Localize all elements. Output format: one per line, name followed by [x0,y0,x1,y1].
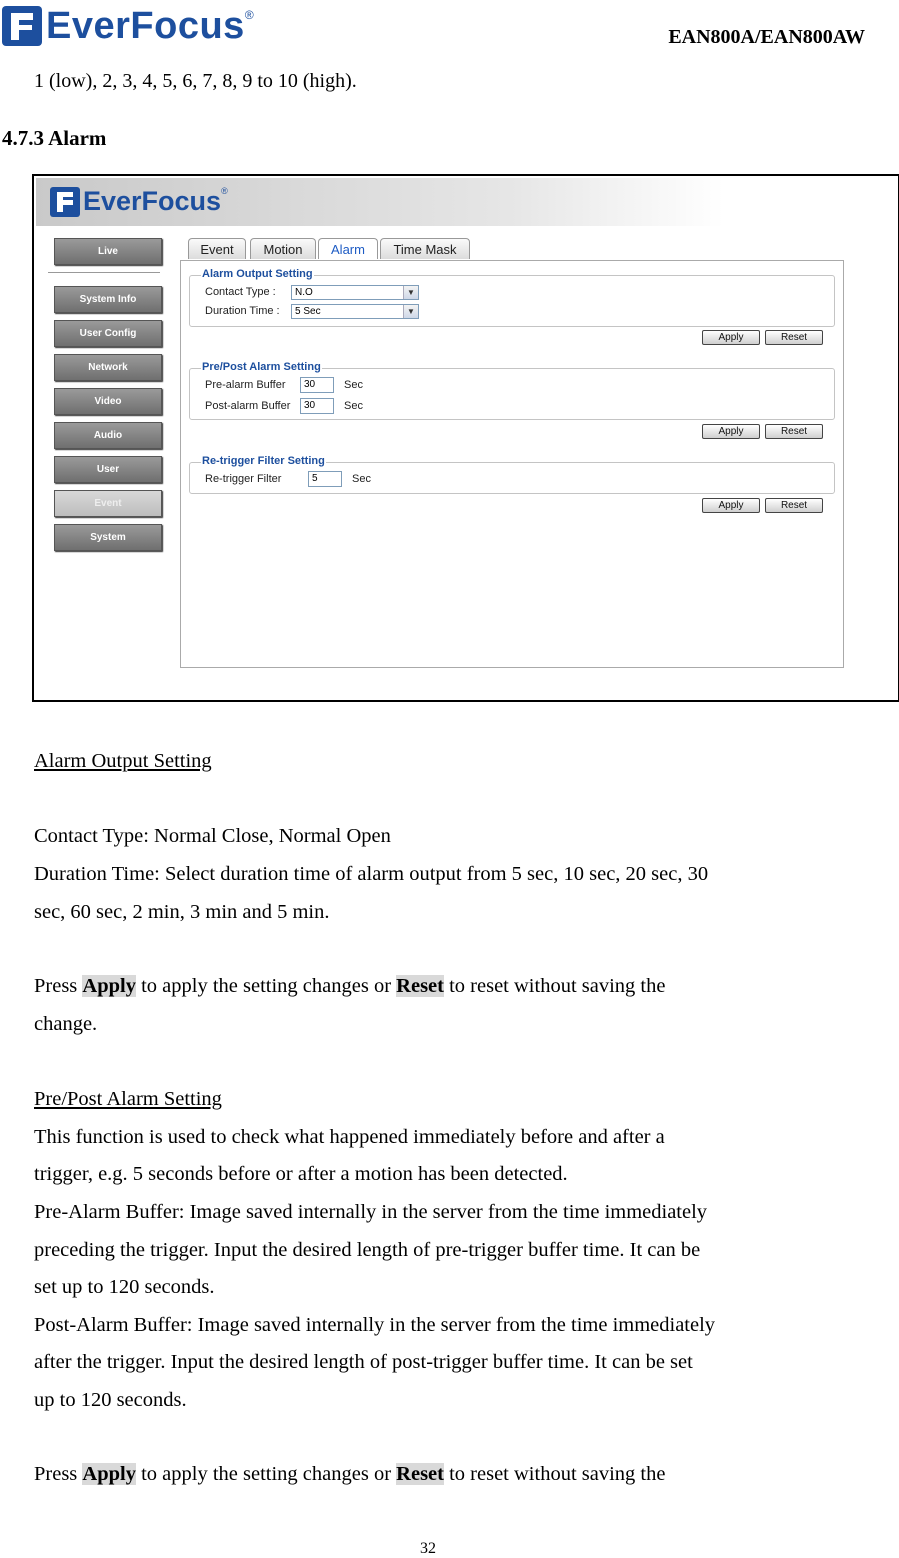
screenshot-registered-mark: ® [221,186,228,196]
prepost-para-line-6: Post-Alarm Buffer: Image saved internally in the server from the time immediately [34,1314,716,1336]
retrigger-unit: Sec [352,473,371,485]
press-apply-reset-line-2 [34,1455,665,1493]
section-heading: 4.7.3 Alarm [2,126,107,150]
everfocus-logo-icon [50,187,80,217]
nav-user-config-button[interactable]: User Config [54,320,162,347]
retrigger-apply-button[interactable]: Apply [702,498,760,513]
press-word: Press [34,1463,78,1485]
pre-post-apply-button[interactable]: Apply [702,424,760,439]
registered-mark: ® [244,8,254,22]
prepost-para-line-7: after the trigger. Input the desired length of post-trigger buffer time. It can be set [34,1351,693,1373]
tail-text: to reset without saving the [449,1463,666,1485]
contact-type-line: Contact Type: Normal Close, Normal Open [34,825,391,847]
nav-user-button[interactable]: User [54,456,162,483]
prepost-para-line-1: This function is used to check what happened immediately before and after a [34,1126,665,1148]
tab-motion[interactable]: Motion [250,238,316,259]
alarm-output-fieldset [189,268,835,327]
duration-time-select[interactable] [291,304,419,319]
contact-type-value: N.O [295,287,313,298]
page-number: 32 [420,1540,436,1557]
scale-text-line: 1 (low), 2, 3, 4, 5, 6, 7, 8, 9 to 10 (high). [34,70,357,92]
retrigger-reset-button[interactable]: Reset [765,498,823,513]
nav-network-button[interactable]: Network [54,354,162,381]
logo-text: EverFocus [46,4,245,47]
press-apply-reset-line-1 [34,967,665,1005]
alarm-output-legend: Alarm Output Setting [202,268,313,280]
post-alarm-buffer-input[interactable]: 30 [300,398,334,414]
pre-post-alarm-fieldset [189,361,835,420]
tab-alarm[interactable]: Alarm [318,238,378,259]
nav-system-info-button[interactable]: System Info [54,286,162,313]
duration-time-label: Duration Time : [205,305,280,317]
nav-event-button[interactable]: Event [54,490,162,517]
contact-type-select[interactable] [291,285,419,300]
retrigger-filter-fieldset [189,455,835,494]
reset-keyword: Reset [396,1463,444,1485]
nav-video-button[interactable]: Video [54,388,162,415]
pre-alarm-buffer-label: Pre-alarm Buffer [205,379,286,391]
retrigger-filter-label: Re-trigger Filter [205,473,282,485]
nav-audio-button[interactable]: Audio [54,422,162,449]
retrigger-filter-input[interactable]: 5 [308,471,342,487]
apply-keyword: Apply [82,1463,136,1485]
prepost-para-line-5: set up to 120 seconds. [34,1276,215,1298]
duration-time-value: 5 Sec [295,306,321,317]
prepost-para-line-4: preceding the trigger. Input the desired length of pre-trigger buffer time. It can be [34,1239,701,1261]
pre-alarm-buffer-input[interactable]: 30 [300,377,334,393]
chevron-down-icon: ▼ [403,305,418,318]
alarm-output-heading: Alarm Output Setting [34,750,212,772]
post-alarm-buffer-label: Post-alarm Buffer [205,400,291,412]
screenshot-logo [50,186,228,217]
alarm-output-apply-button[interactable]: Apply [702,330,760,345]
nav-live-button[interactable]: Live [54,238,162,265]
mid-text: to apply the setting changes or [141,975,392,997]
prepost-para-line-3: Pre-Alarm Buffer: Image saved internally in the server from the time immediately [34,1201,708,1223]
pre-post-reset-button[interactable]: Reset [765,424,823,439]
pre-post-legend: Pre/Post Alarm Setting [202,361,321,373]
chevron-down-icon: ▼ [403,286,418,299]
prepost-para-line-8: up to 120 seconds. [34,1389,187,1411]
everfocus-logo-icon [2,6,42,46]
nav-divider [48,272,160,273]
nav-system-button[interactable]: System [54,524,162,551]
alarm-panel [180,260,844,668]
retrigger-legend: Re-trigger Filter Setting [202,455,325,467]
tail-text: to reset without saving the [449,975,666,997]
alarm-settings-screenshot [32,174,899,702]
contact-type-label: Contact Type : [205,286,276,298]
pre-post-alarm-heading: Pre/Post Alarm Setting [34,1088,222,1110]
alarm-output-reset-button[interactable]: Reset [765,330,823,345]
duration-line-1: Duration Time: Select duration time of alarm output from 5 sec, 10 sec, 20 sec, 30 [34,863,709,885]
tab-time-mask[interactable]: Time Mask [380,238,470,259]
mid-text: to apply the setting changes or [141,1463,392,1485]
apply-keyword: Apply [82,975,136,997]
model-name: EAN800A/EAN800AW [668,26,865,48]
reset-keyword: Reset [396,975,444,997]
change-word: change. [34,1013,98,1035]
prepost-para-line-2: trigger, e.g. 5 seconds before or after a motion has been detected. [34,1163,568,1185]
everfocus-logo [2,4,254,48]
screenshot-banner [36,178,896,226]
press-word: Press [34,975,78,997]
post-alarm-unit: Sec [344,400,363,412]
pre-alarm-unit: Sec [344,379,363,391]
duration-line-2: sec, 60 sec, 2 min, 3 min and 5 min. [34,901,330,923]
tab-event[interactable]: Event [188,238,246,259]
screenshot-logo-text: EverFocus [83,186,222,216]
